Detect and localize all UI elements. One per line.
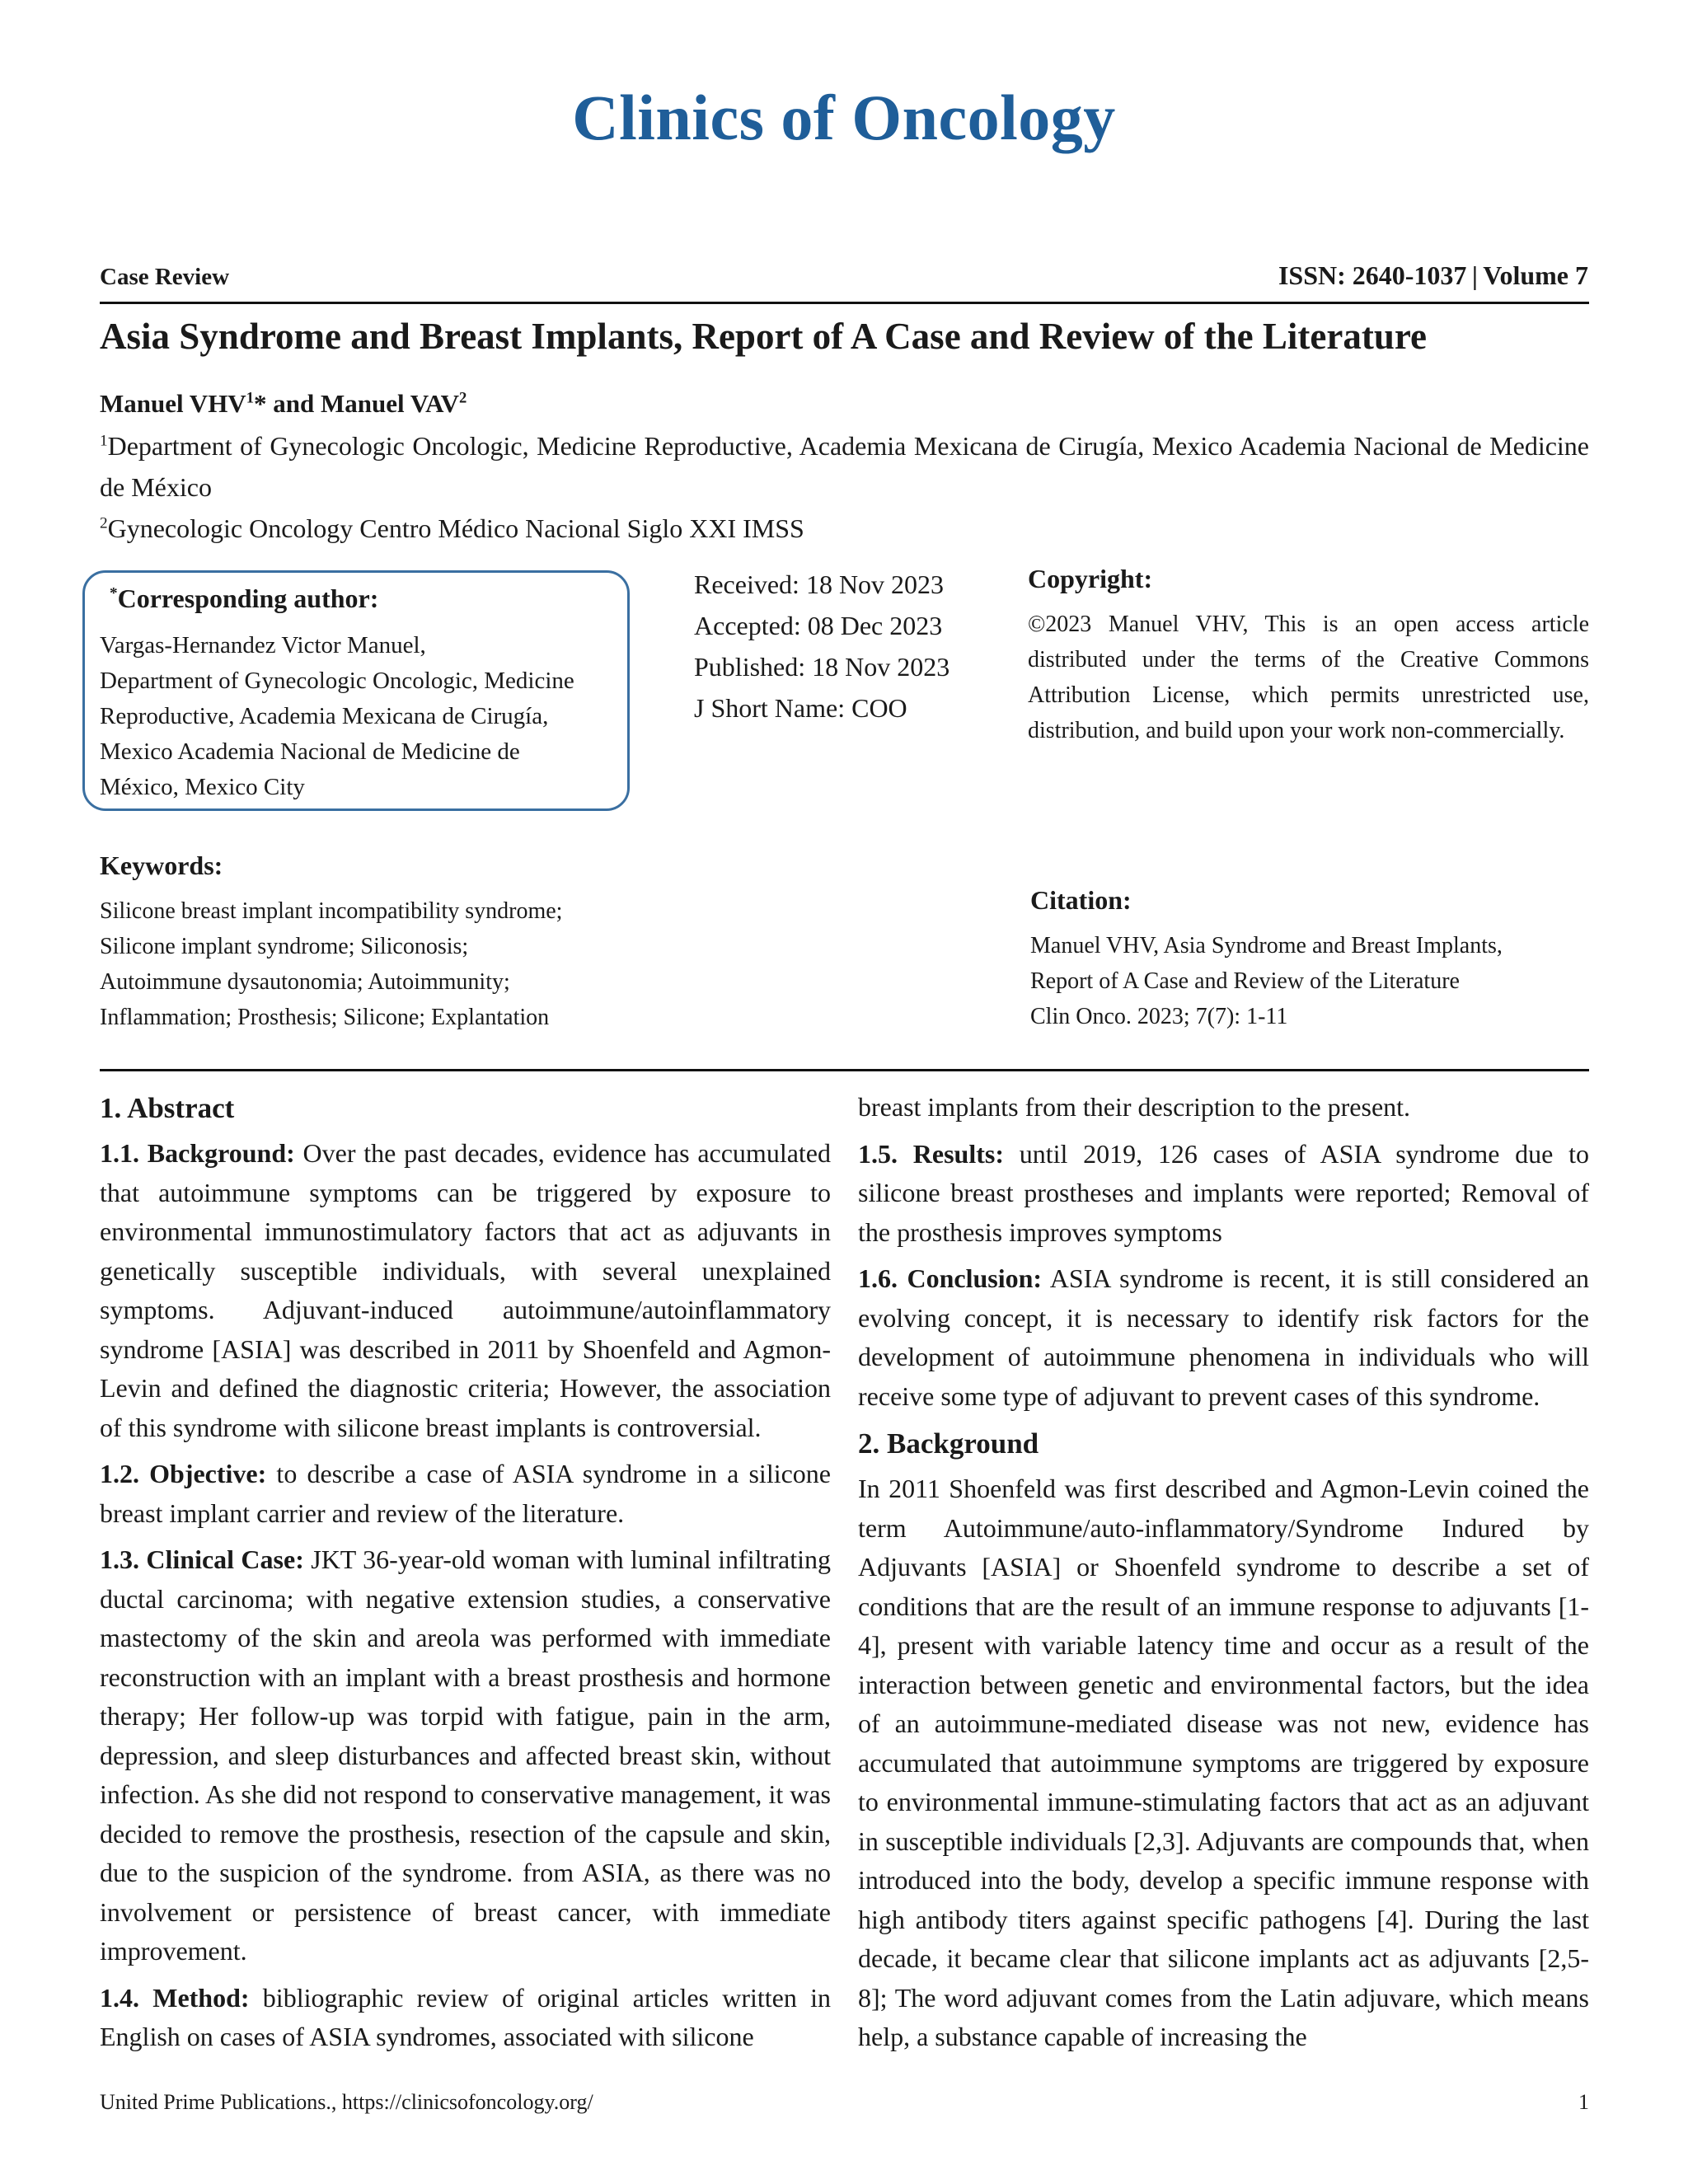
abstract-heading: 1. Abstract [100, 1092, 235, 1124]
section-rule [100, 1069, 1589, 1071]
copyright-text: ©2023 Manuel VHV, This is an open access article distributed under the terms of the Creative Commons Attribution License, which permits unrestricted use, distribution, and build upon your work non-commercially. [1028, 612, 1589, 743]
footer-publisher: United Prime Publications., https://clinicsofoncology.org/ [100, 2090, 593, 2114]
keyword-line: Inflammation; Prosthesis; Silicone; Explantation [100, 1005, 550, 1030]
journal-short-name: J Short Name: COO [694, 693, 907, 723]
corresponding-line: Reproductive, Academia Mexicana de Cirugía, [100, 703, 549, 729]
affiliation-2-num: 2 [100, 514, 108, 532]
publication-dates [694, 564, 950, 729]
journal-title: Clinics of Oncology [572, 82, 1116, 153]
received-date: Received: 18 Nov 2023 [694, 569, 945, 599]
abstract-method-label: 1.4. Method: [100, 1982, 250, 2013]
abstract-method-continued: breast implants from their description to the present. [858, 1092, 1411, 1122]
corresponding-author-details [100, 628, 619, 805]
abstract-background-label: 1.1. Background: [100, 1138, 295, 1168]
affiliation-2 [100, 508, 1589, 549]
corresponding-line: Vargas-Hernandez Victor Manuel, [100, 632, 426, 658]
issn-volume: ISSN: 2640-1037 | Volume 7 [1278, 260, 1588, 290]
author-1-affil-num: 1 [246, 389, 254, 407]
citation-line: Clin Onco. 2023; 7(7): 1-11 [1030, 1004, 1288, 1029]
copyright-label: Copyright: [1028, 564, 1153, 593]
affiliation-1 [100, 425, 1589, 508]
keywords-label: Keywords: [100, 851, 223, 880]
keyword-line: Autoimmune dysautonomia; Autoimmunity; [100, 969, 510, 995]
keyword-line: Silicone breast implant incompatibility syndrome; [100, 898, 563, 924]
abstract-clinical-case: 1.3. Clinical Case: JKT 36-year-old woman with luminal infiltrating ductal carcinoma; with negative extension studies, a conservative mastectomy of the skin and areola was performed with immediate reconstruction with an implant with a breast prosthesis and hormone therapy; Her follow-up was torpid with fatigue, pain in the arm, depression, and sleep disturbances and affected breast skin, without infection. As she did not respond to conservative management, it was decided to remove the prosthesis, resection of the capsule and skin, due to the suspicion of the syndrome. from ASIA, as there was no involvement or persistence of breast cancer, with immediate improvement. [100, 1544, 832, 1966]
article-title: Asia Syndrome and Breast Implants, Report of A Case and Review of the Literature [100, 316, 1427, 357]
abstract-conclusion: 1.6. Conclusion: ASIA syndrome is recent, it is still considered an evolving concept, it is necessary to identify risk factors for the development of autoimmune phenomena in individuals who will receive some type of adjuvant to prevent cases of this syndrome. [858, 1263, 1590, 1411]
corresponding-author-label: *Corresponding author: [110, 583, 379, 613]
citation-text [1030, 928, 1589, 1034]
abstract-results: 1.5. Results: until 2019, 126 cases of ASIA syndrome due to silicone breast prostheses and implants were reported; Removal of the prosthesis improves symptoms [858, 1138, 1589, 1247]
page-number: 1 [1578, 2090, 1589, 2114]
left-column [100, 1088, 831, 2064]
header-rule [100, 302, 1589, 304]
author-1-corresponding-mark: * [254, 389, 267, 418]
affiliation-2-text: Gynecologic Oncology Centro Médico Nacional Siglo XXI IMSS [107, 513, 804, 543]
keywords-list [100, 893, 677, 1035]
citation-line: Report of A Case and Review of the Literature [1030, 968, 1460, 994]
corresponding-mark: * [110, 584, 118, 602]
author-2: Manuel VAV [320, 389, 459, 418]
background-paragraph: In 2011 Shoenfeld was first described and Agmon-Levin coined the term Autoimmune/auto-inflammatory/Syndrome Indured by Adjuvants [ASIA] or Shoenfeld syndrome to describe a set of conditions that are the result of an immune response to adjuvants [1-4], present with variable latency time and occur as a result of the interaction between genetic and environmental factors, but the idea of an autoimmune-mediated disease was not new, evidence has accumulated that autoimmune symptoms are triggered by exposure to environmental immune-stimulating factors that act as an adjuvant in susceptible individuals [2,3]. Adjuvants are compounds that, when introduced into the body, develop a specific immune response with high antibody titers against specific pathogens [4]. During the last decade, it became clear that silicone implants act as adjuvants [2,5-8]; The word adjuvant comes from the Latin adjuvare, which means help, a substance capable of increasing the [858, 1474, 1589, 2051]
affiliation-1-num: 1 [100, 432, 108, 450]
citation-label: Citation: [1030, 885, 1132, 915]
corresponding-line: México, Mexico City [100, 774, 305, 800]
author-1: Manuel VHV [100, 389, 246, 418]
abstract-clinical-case-label: 1.3. Clinical Case: [100, 1544, 304, 1574]
abstract-results-label: 1.5. Results: [858, 1138, 1004, 1169]
abstract-conclusion-label: 1.6. Conclusion: [858, 1263, 1043, 1293]
author-2-affil-num: 2 [458, 389, 467, 407]
author-list [100, 389, 467, 419]
corresponding-line: Department of Gynecologic Oncologic, Medicine [100, 668, 574, 694]
affiliation-1-text: Department of Gynecologic Oncologic, Medicine Reproductive, Academia Mexicana de Cirugía, Mexico Academia Nacional de Medicine de México [100, 431, 1589, 502]
citation-line: Manuel VHV, Asia Syndrome and Breast Implants, [1030, 933, 1503, 958]
right-column [858, 1088, 1589, 2064]
accepted-date: Accepted: 08 Dec 2023 [694, 611, 943, 640]
abstract-objective-label: 1.2. Objective: [100, 1459, 267, 1488]
published-date: Published: 18 Nov 2023 [694, 652, 950, 682]
article-type-label: Case Review [100, 264, 230, 290]
author-conjunction: and [266, 389, 321, 418]
abstract-method: 1.4. Method: bibliographic review of original articles written in English on cases of ASIA syndromes, associated with silicone [100, 1982, 832, 2051]
abstract-background: 1.1. Background: Over the past decades, evidence has accumulated that autoimmune symptoms can be triggered by exposure to environmental immunostimulatory factors that act as adjuvants in genetically susceptible individuals, with several unexplained symptoms. Adjuvant-induced autoimmune/autoinflammatory syndrome [ASIA] was described in 2011 by Shoenfeld and Agmon-Levin and defined the diagnostic criteria; However, the association of this syndrome with silicone breast implants is controversial. [100, 1138, 832, 1442]
abstract-objective: 1.2. Objective: to describe a case of ASIA syndrome in a silicone breast implant carrier and review of the literature. [100, 1459, 832, 1528]
corresponding-line: Mexico Academia Nacional de Medicine de [100, 738, 520, 765]
keyword-line: Silicone implant syndrome; Siliconosis; [100, 934, 469, 959]
background-heading: 2. Background [858, 1427, 1039, 1460]
